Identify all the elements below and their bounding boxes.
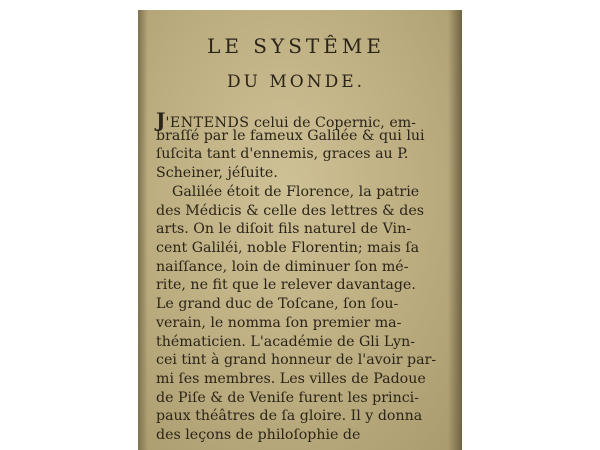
book-page <box>156 10 456 450</box>
page-shadow-left <box>138 10 148 450</box>
book-page-photo <box>138 10 462 450</box>
text-line: naiſſance, loin de diminuer ſon mé- <box>156 258 409 275</box>
paragraph-start-line: Galilée étoit de Florence, la patrie <box>172 183 420 200</box>
text-line: braſſé par le fameux Galilée & qui lui <box>156 127 425 144</box>
drop-cap: J <box>156 108 166 132</box>
text-line: cent Galiléi, noble Florentin; mais ſa <box>156 239 420 256</box>
text-line: arts. On le diſoit fils naturel de Vin- <box>156 221 412 238</box>
text-line: Scheiner, jéſuite. <box>156 165 278 182</box>
text-line: ſuſcita tant d'ennemis, graces au P. <box>156 146 409 163</box>
text-line: des Médicis & celle des lettres & des <box>156 202 425 219</box>
opening-text: celui de Copernic, em- <box>249 115 416 131</box>
text-line: mi ſes membres. Les villes de Padoue <box>156 370 426 387</box>
text-line: des leçons de philoſophie de <box>156 427 361 443</box>
chapter-subtitle: DU MONDE. <box>226 72 366 92</box>
text-line: verain, le nomma ſon premier ma- <box>156 314 402 331</box>
text-line: de Piſe & de Veniſe furent les princi- <box>156 389 419 406</box>
chapter-title: LE SYSTÊME <box>207 34 385 58</box>
text-line: paux théâtres de ſa gloire. Il y donna <box>156 408 423 425</box>
text-line: Le grand duc de Toſcane, ſon ſou- <box>156 296 399 313</box>
text-line: cei tint à grand honneur de l'avoir par- <box>156 352 437 369</box>
text-line: rite, ne fit que le relever davantage. <box>156 277 416 294</box>
opening-small-caps: 'ENTENDS <box>165 115 250 131</box>
text-line: thématicien. L'académie de Gli Lyn- <box>156 333 416 350</box>
